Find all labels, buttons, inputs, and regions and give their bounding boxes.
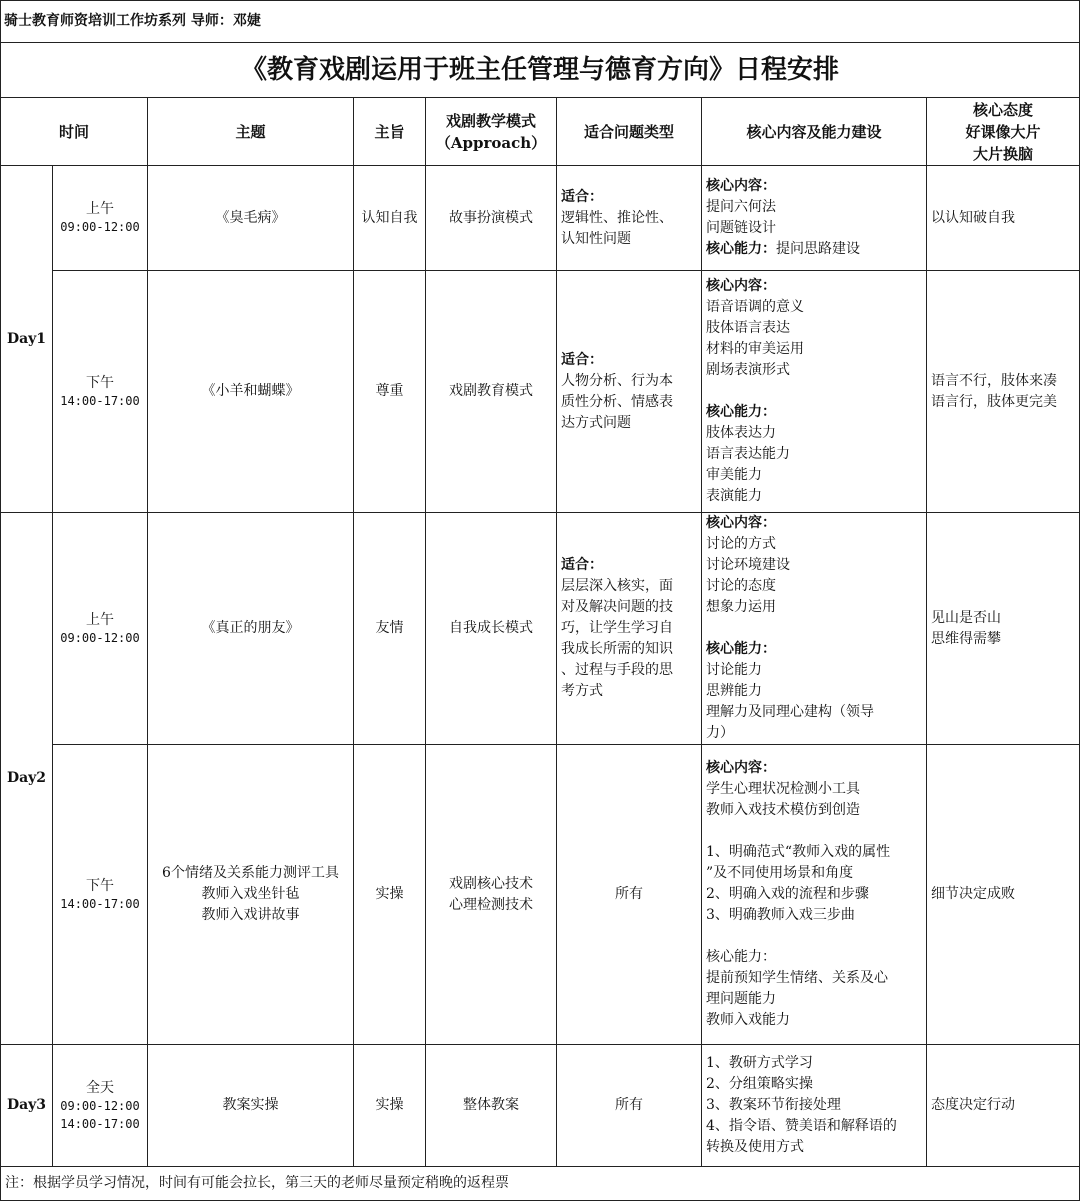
purpose-cell: 认知自我 [354, 166, 426, 271]
problem-line: 逻辑性、推论性、 [561, 209, 673, 226]
approach-cell [426, 271, 557, 513]
core-line: 核心内容： [706, 178, 776, 194]
approach-cell [426, 1045, 557, 1167]
header-row [1, 98, 1080, 166]
attitude-cell [927, 745, 1080, 1045]
theme-line: 教师入戏讲故事 [201, 907, 300, 923]
problem-cell [557, 745, 702, 1045]
problem-cell [557, 166, 702, 271]
brand-line: 骑士教育师资培训工作坊系列 导师：邓婕 [1, 1, 1080, 43]
approach-cell [426, 166, 557, 271]
attitude-line: 见山是否山 [931, 609, 1001, 626]
table-row [1, 1045, 1080, 1167]
core-spacer [706, 926, 923, 947]
period-label: 上午 [86, 611, 114, 628]
header-approach-line: （Approach） [435, 133, 547, 152]
core-spacer [706, 821, 923, 842]
attitude-line: 细节决定成败 [931, 886, 1015, 902]
header-attitude [927, 98, 1080, 166]
core-line: 讨论的态度 [706, 578, 776, 594]
core-line: 核心内容： [706, 760, 776, 776]
attitude-cell [927, 166, 1080, 271]
core-line: 表演能力 [706, 488, 762, 504]
core-line: 2、分组策略实操 [706, 1076, 813, 1092]
core-line: 材料的审美运用 [706, 341, 804, 357]
time-cell [53, 1045, 148, 1167]
header-attitude-line: 好课像大片 [965, 122, 1041, 141]
approach-line: 戏剧教育模式 [449, 383, 533, 399]
theme-line: 6个情绪及关系能力测评工具 [162, 865, 339, 881]
core-cell [702, 745, 927, 1045]
time-range: 09:00-12:00 [60, 630, 140, 645]
day-label: Day3 [1, 1045, 53, 1167]
problem-line: 质性分析、情感表 [561, 393, 673, 410]
theme-cell [148, 745, 354, 1045]
core-line: 问题链设计 [706, 220, 776, 236]
core-line: 核心能力： [706, 949, 776, 965]
purpose-cell: 实操 [354, 745, 426, 1045]
time-range: 14:00-17:00 [60, 1116, 140, 1131]
core-cell [702, 271, 927, 513]
core-line: 力） [706, 725, 734, 741]
problem-heading: 适合： [561, 188, 603, 205]
approach-line: 戏剧核心技术 [449, 875, 533, 892]
core-line: 教师入戏技术模仿到创造 [706, 802, 860, 818]
theme-line: 《真正的朋友》 [201, 620, 300, 636]
core-line: 1、明确范式“教师入戏的属性 [706, 844, 891, 860]
theme-cell [148, 271, 354, 513]
core-line: 语音语调的意义 [706, 299, 804, 315]
day-label: Day2 [1, 513, 53, 1045]
theme-cell [148, 513, 354, 745]
core-line: 讨论能力 [706, 662, 762, 678]
period-label: 下午 [86, 374, 114, 391]
theme-line: 《小羊和蝴蝶》 [201, 383, 300, 399]
attitude-cell [927, 513, 1080, 745]
core-line: 教师入戏能力 [706, 1012, 790, 1028]
problem-line: 人物分析、行为本 [561, 372, 673, 389]
time-range: 09:00-12:00 [60, 1098, 140, 1113]
core-line: 核心能力： [706, 641, 776, 657]
core-line: 剧场表演形式 [706, 362, 790, 378]
attitude-line: 思维得需攀 [931, 630, 1001, 647]
core-line: 语言表达能力 [706, 446, 790, 462]
core-line: 核心能力： [706, 404, 776, 420]
core-line: 3、明确教师入戏三步曲 [706, 907, 855, 923]
time-range: 14:00-17:00 [60, 393, 140, 408]
core-line-text: 提问思路建设 [776, 241, 860, 257]
approach-line: 整体教案 [463, 1097, 519, 1113]
theme-cell [148, 166, 354, 271]
table-row [1, 513, 1080, 745]
core-line: 1、教研方式学习 [706, 1055, 813, 1071]
problem-heading: 适合： [561, 351, 603, 368]
problem-line: 巧，让学生学习自 [561, 620, 673, 636]
problem-line: 认知性问题 [561, 230, 631, 247]
header-problem: 适合问题类型 [557, 98, 702, 166]
purpose-cell: 尊重 [354, 271, 426, 513]
core-line: 理问题能力 [706, 991, 776, 1007]
theme-line: 教师入戏坐针毡 [201, 886, 300, 902]
approach-line: 故事扮演模式 [449, 209, 533, 226]
theme-cell [148, 1045, 354, 1167]
approach-line: 心理检测技术 [449, 896, 533, 913]
core-line: 核心内容： [706, 515, 776, 531]
core-line: 思辨能力 [706, 683, 762, 699]
core-line: 转换及使用方式 [706, 1139, 804, 1155]
header-purpose: 主旨 [354, 98, 426, 166]
header-approach [426, 98, 557, 166]
core-line: ”及不同使用场景和角度 [706, 865, 854, 881]
core-line: 学生心理状况检测小工具 [706, 781, 860, 797]
approach-cell [426, 513, 557, 745]
core-line: 想象力运用 [706, 599, 776, 615]
attitude-line: 语言不行，肢体来凑 [931, 372, 1057, 389]
time-cell [53, 271, 148, 513]
core-line: 肢体语言表达 [706, 320, 790, 336]
header-attitude-line: 大片换脑 [972, 144, 1033, 163]
approach-line: 自我成长模式 [449, 620, 533, 636]
purpose-cell: 实操 [354, 1045, 426, 1167]
core-spacer [706, 381, 923, 402]
header-core: 核心内容及能力建设 [702, 98, 927, 166]
core-line: 4、指令语、赞美语和解释语的 [706, 1118, 897, 1134]
table-row [1, 745, 1080, 1045]
attitude-line: 态度决定行动 [931, 1097, 1015, 1113]
attitude-line: 语言行，肢体更完美 [931, 393, 1057, 410]
table-row [1, 166, 1080, 271]
core-line: 3、教案环节衔接处理 [706, 1097, 841, 1113]
time-cell [53, 513, 148, 745]
table-row [1, 271, 1080, 513]
header-attitude-line: 核心态度 [972, 100, 1033, 119]
header-time: 时间 [1, 98, 148, 166]
problem-line: 、过程与手段的思 [561, 662, 673, 678]
time-range: 09:00-12:00 [60, 220, 140, 234]
problem-line: 考方式 [561, 683, 603, 699]
time-cell [53, 166, 148, 271]
theme-line: 教案实操 [222, 1097, 279, 1113]
problem-line: 我成长所需的知识 [561, 641, 673, 657]
core-line: 理解力及同理心建构（领导 [706, 704, 874, 720]
core-line: 审美能力 [706, 467, 762, 483]
core-cell [702, 1045, 927, 1167]
core-line-prefix: 核心能力： [706, 241, 776, 257]
page-title: 《教育戏剧运用于班主任管理与德育方向》日程安排 [1, 43, 1080, 98]
attitude-cell [927, 271, 1080, 513]
core-cell [702, 166, 927, 271]
theme-line: 《臭毛病》 [215, 209, 286, 226]
core-line: 2、明确入戏的流程和步骤 [706, 886, 869, 902]
problem-line: 对及解决问题的技 [561, 599, 673, 615]
core-cell [702, 513, 927, 745]
problem-cell [557, 1045, 702, 1167]
time-cell [53, 745, 148, 1045]
problem-line: 所有 [615, 1097, 643, 1113]
core-line: 提问六何法 [706, 199, 776, 215]
period-label: 下午 [86, 877, 114, 894]
problem-line: 达方式问题 [561, 414, 631, 431]
core-line: 肢体表达力 [706, 425, 776, 441]
core-line: 提前预知学生情绪、关系及心 [706, 970, 888, 986]
time-range: 14:00-17:00 [60, 896, 140, 911]
attitude-cell [927, 1045, 1080, 1167]
approach-cell [426, 745, 557, 1045]
header-theme: 主题 [148, 98, 354, 166]
problem-cell [557, 513, 702, 745]
header-approach-line: 戏剧教学模式 [445, 111, 536, 130]
problem-cell [557, 271, 702, 513]
problem-line: 所有 [615, 886, 643, 902]
problem-line: 层层深入核实，面 [561, 578, 673, 594]
day-label: Day1 [1, 166, 53, 513]
core-line [706, 239, 923, 260]
core-spacer [706, 618, 923, 639]
core-line: 核心内容： [706, 278, 776, 294]
core-line: 讨论的方式 [706, 536, 776, 552]
attitude-line: 以认知破自我 [931, 209, 1015, 226]
core-line: 讨论环境建设 [706, 557, 790, 573]
period-label: 上午 [86, 201, 114, 217]
purpose-cell: 友情 [354, 513, 426, 745]
period-label: 全天 [86, 1079, 114, 1096]
footnote: 注：根据学员学习情况，时间有可能会拉长，第三天的老师尽量预定稍晚的返程票 [1, 1167, 1080, 1201]
problem-heading: 适合： [561, 557, 603, 573]
